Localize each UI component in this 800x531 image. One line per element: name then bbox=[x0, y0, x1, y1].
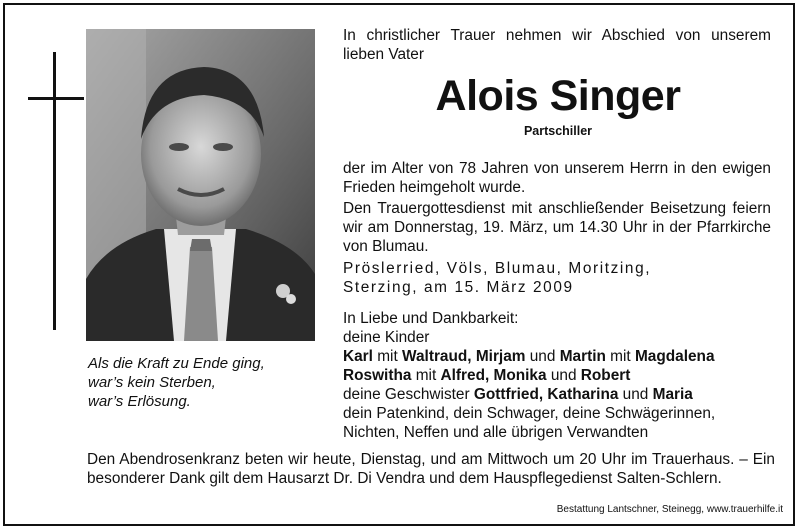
family-line: deine Kinder bbox=[343, 329, 430, 346]
verse-line: war’s kein Sterben, bbox=[88, 374, 216, 391]
intro-text: In christlicher Trauer nehmen wir Abschied von unserem lieben Vater bbox=[343, 27, 771, 63]
family-line: Nichten, Neffen und alle übrigen Verwandten bbox=[343, 424, 649, 441]
farm-name: Partschiller bbox=[523, 124, 593, 138]
places-date bbox=[343, 259, 771, 297]
family-line: Karl mit Waltraud, Mirjam und Martin mit Magdalena bbox=[343, 348, 715, 365]
funeral-home-credit: Bestattung Lantschner, Steinegg, www.trauerhilfe.it bbox=[556, 504, 783, 515]
cross-icon bbox=[53, 52, 56, 330]
verse bbox=[88, 354, 328, 411]
verse-line: war’s Erlösung. bbox=[88, 393, 191, 410]
deceased-name: Alois Singer bbox=[435, 72, 681, 120]
closing-text: Den Abendrosenkranz beten wir heute, Dienstag, und am Mittwoch um 20 Uhr im Trauerhaus. – Ein besonderer Dank gilt dem Hausarzt Dr. Di Vendra und dem Hauspflegedienst Salten-Schlern. bbox=[87, 451, 775, 487]
portrait-photo bbox=[86, 29, 315, 341]
cross-icon-bar bbox=[28, 97, 84, 100]
family-heading: In Liebe und Dankbarkeit: bbox=[343, 310, 519, 327]
verse-line: Als die Kraft zu Ende ging, bbox=[88, 355, 265, 372]
age-text: der im Alter von 78 Jahren von unserem Herrn in den ewigen Frieden heimgeholt wurde. bbox=[343, 160, 771, 196]
places-line: Pröslerried, Völs, Blumau, Moritzing, bbox=[343, 260, 652, 277]
family-line: Roswitha mit Alfred, Monika und Robert bbox=[343, 367, 631, 384]
portrait-image bbox=[86, 29, 315, 341]
family-line: dein Patenkind, dein Schwager, deine Schwägerinnen, bbox=[343, 405, 716, 422]
family-list bbox=[343, 309, 783, 442]
service-text: Den Trauergottesdienst mit anschließender Beisetzung feiern wir am Donnerstag, 19. März, um 14.30 Uhr in der Pfarrkirche von Blumau. bbox=[343, 200, 771, 255]
family-line: deine Geschwister Gottfried, Katharina und Maria bbox=[343, 386, 693, 403]
places-line: Sterzing, am 15. März 2009 bbox=[343, 279, 574, 296]
